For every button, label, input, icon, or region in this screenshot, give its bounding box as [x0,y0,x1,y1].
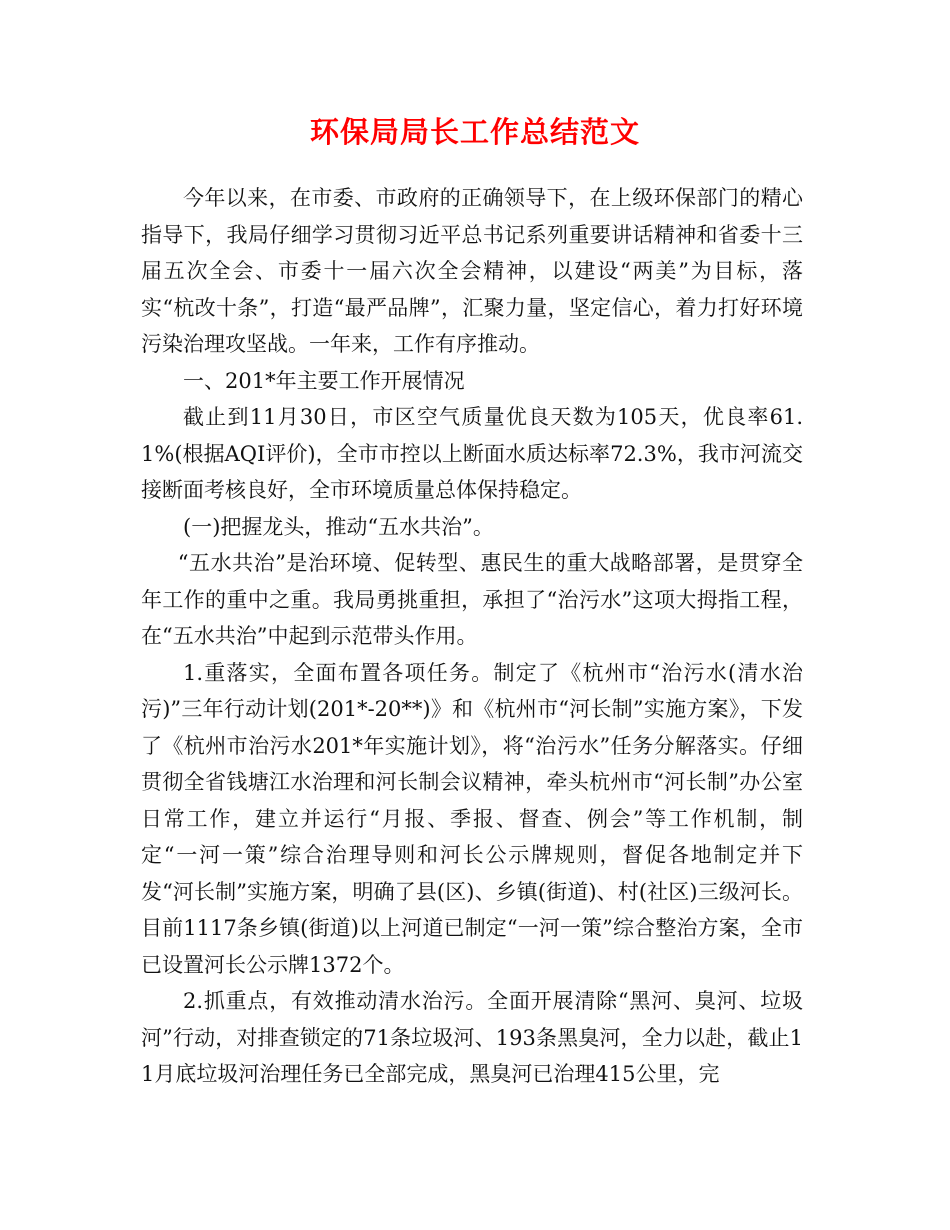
paragraph-environment-stats: 截止到11月30日，市区空气质量优良天数为105天，优良率61.1%(根据AQI评价)，全市市控以上断面水质达标率72.3%，我市河流交接断面考核良好，全市环境质量总体保持稳定。 [141,405,803,502]
paragraph-item-2: 2.抓重点，有效推动清水治污。全面开展清除“黑河、臭河、垃圾河”行动，对排查锁定的71条垃圾河、193条黑臭河，全力以赴，截止11月底垃圾河治理任务已全部完成，黑臭河已治理415公里，完 [141,989,803,1086]
paragraph-item-1: 1.重落实，全面布置各项任务。制定了《杭州市“治污水(清水治污)”三年行动计划(201*-20**)》和《杭州市“河长制”实施方案》，下发了《杭州市治污水201*年实施计划》，将“治污水”任务分解落实。仔细贯彻全省钱塘江水治理和河长制会议精神，牵头杭州市“河长制”办公室日常工作，建立并运行“月报、季报、督查、例会”等工作机制，制定“一河一策”综合治理导则和河长公示牌规则，督促各地制定并下发“河长制”实施方案，明确了县(区)、乡镇(街道)、村(社区)三级河长。目前1117条乡镇(街道)以上河道已制定“一河一策”综合整治方案，全市已设置河长公示牌1372个。 [141,660,803,977]
document-body [141,180,803,1093]
section-heading: 一、201*年主要工作开展情况 [183,368,465,393]
paragraph-five-water: “五水共治”是治环境、促转型、惠民生的重大战略部署，是贯穿全年工作的重中之重。我局勇挑重担，承担了“治污水”这项大拇指工程，在“五水共治”中起到示范带头作用。 [141,551,803,648]
paragraph-intro: 今年以来，在市委、市政府的正确领导下，在上级环保部门的精心指导下，我局仔细学习贯彻习近平总书记系列重要讲话精神和省委十三届五次全会、市委十一届六次全会精神，以建设“两美”为目标，落实“杭改十条”，打造“最严品牌”，汇聚力量，坚定信心，着力打好环境污染治理攻坚战。一年来，工作有序推动。 [141,186,803,356]
subsection-heading: (一)把握龙头，推动“五水共治”。 [183,514,494,539]
document-title: 环保局局长工作总结范文 [309,115,640,149]
